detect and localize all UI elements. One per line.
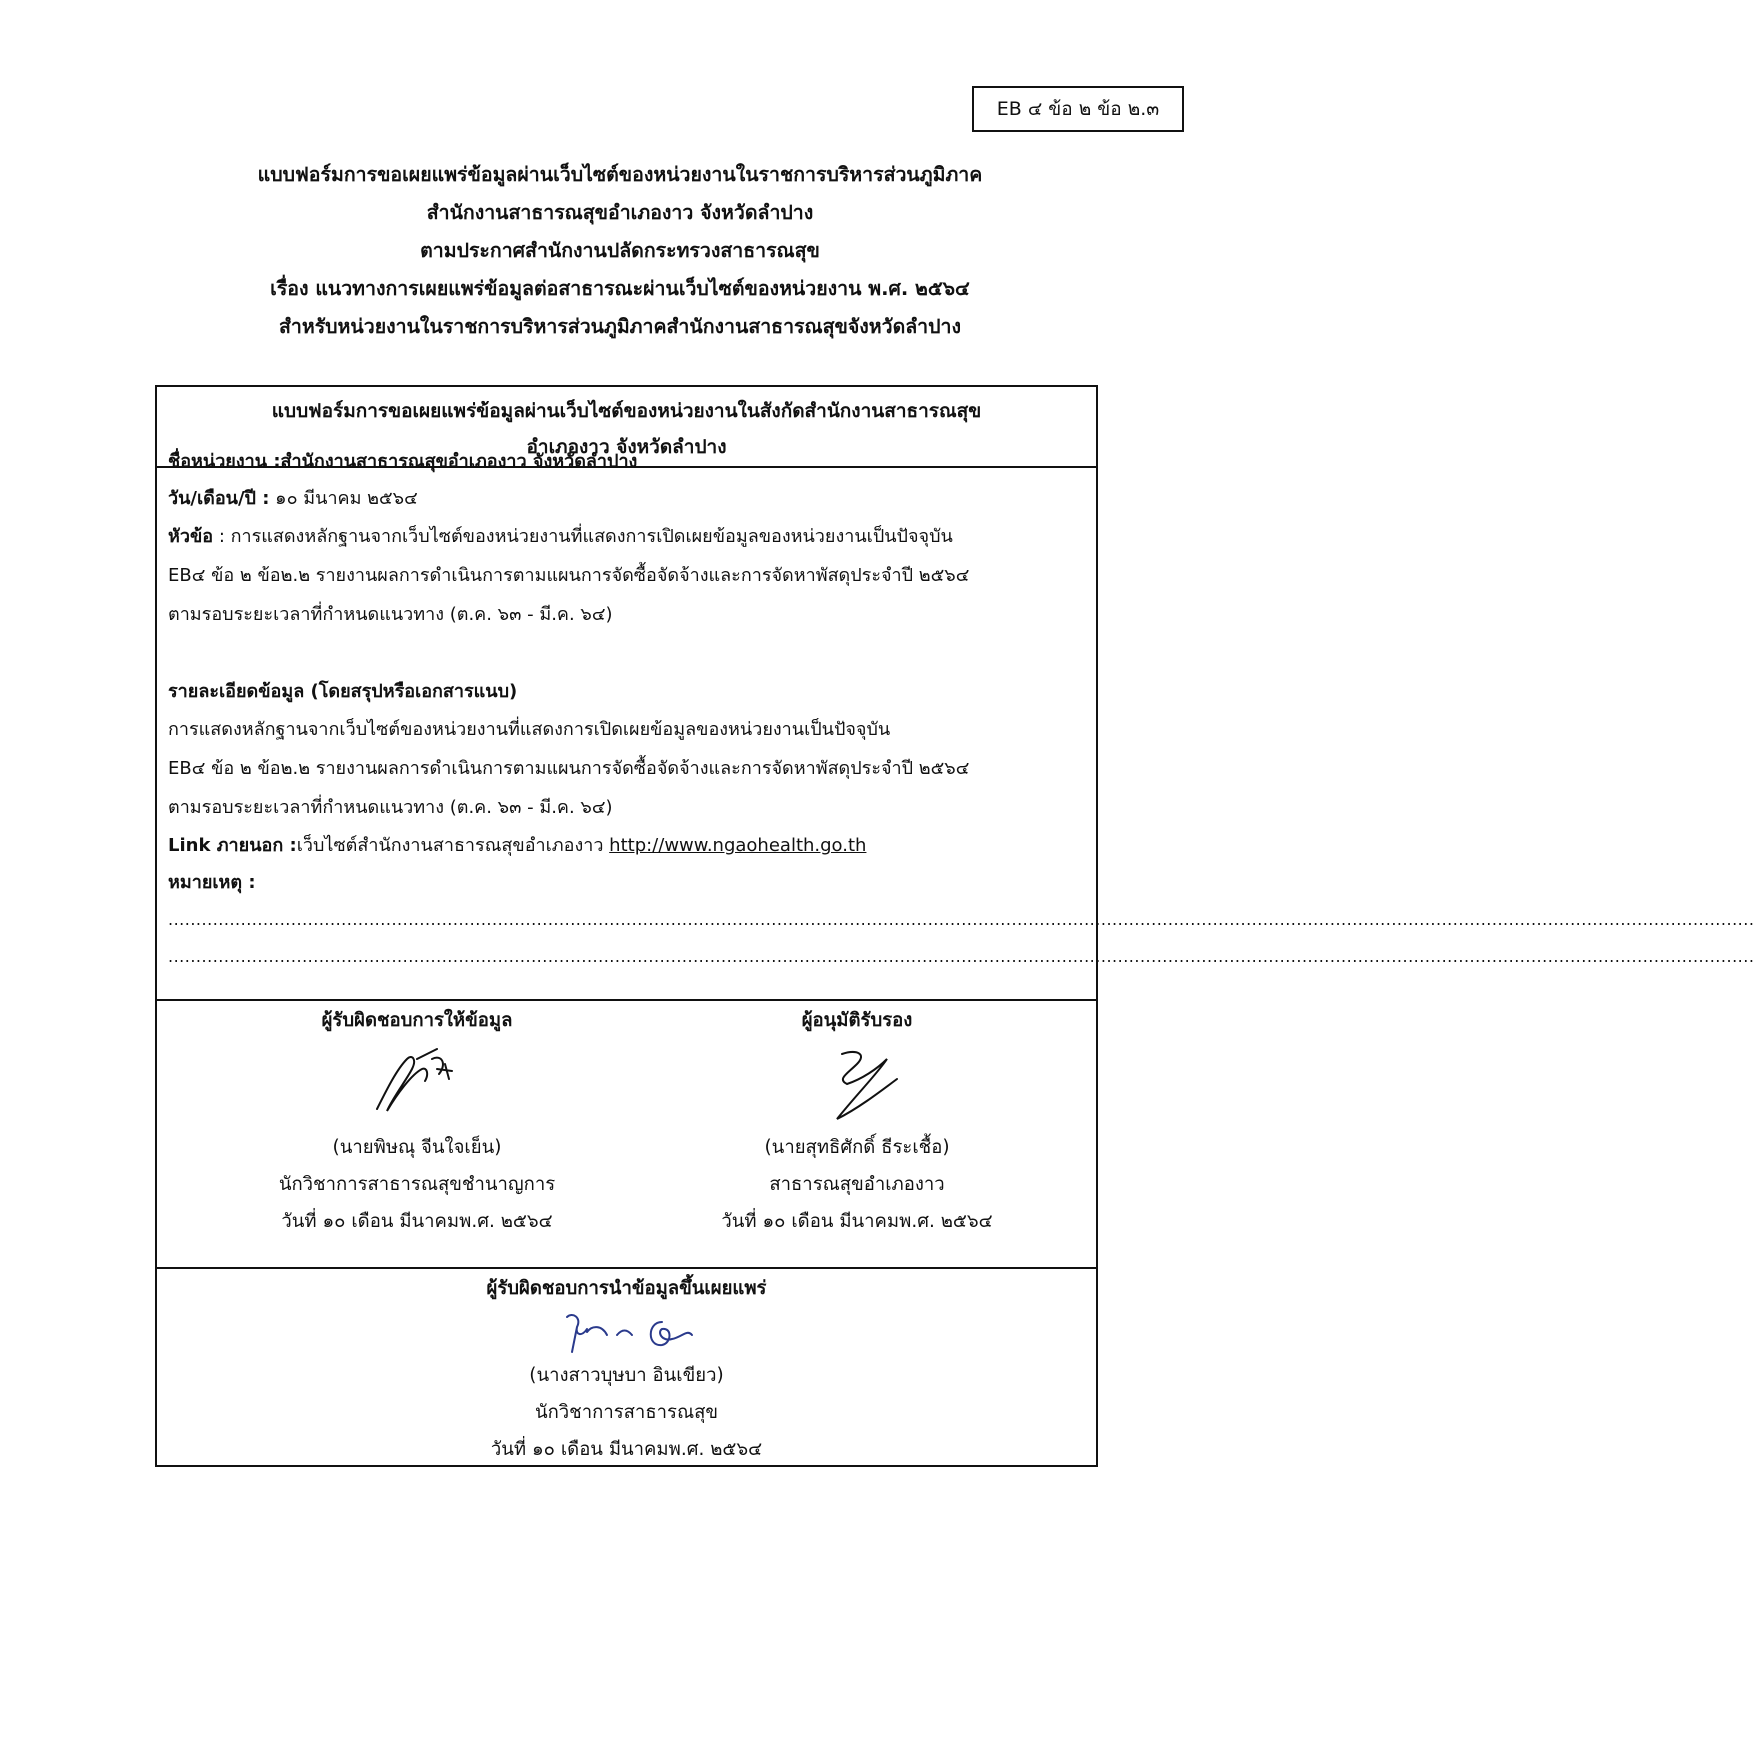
agency-value: สำนักงานสาธารณสุขอำเภองาว จังหวัดลำปาง — [280, 451, 638, 472]
divider — [157, 999, 1096, 1001]
note-dotted-line-1: ............................................................................................................................................................................................................................................................................................ — [168, 910, 1754, 929]
responsible-date: วันที่ ๑๐ เดือน มีนาคมพ.ศ. ๒๕๖๔ — [281, 1211, 553, 1232]
note-dotted-line-2: ............................................................................................................................................................................................................................................................................................ — [168, 947, 1754, 966]
date-value: ๑๐ มีนาคม ๒๕๖๔ — [269, 488, 418, 509]
topic-line-2: EB๔ ข้อ ๒ ข้อ๒.๒ รายงานผลการดำเนินการตามแผนการจัดซื้อจัดจ้างและการจัดหาพัสดุประจำปี ๒๕๖๔ — [168, 565, 970, 586]
blank-row — [168, 634, 1088, 673]
topic-line-1: : การแสดงหลักฐานจากเว็บไซต์ของหน่วยงานที่แสดงการเปิดเผยข้อมูลของหน่วยงานเป็นปัจจุบัน — [213, 526, 953, 547]
header-line-3: ตามประกาศสำนักงานปลัดกระทรวงสาธารณสุข — [420, 239, 820, 262]
responsible-position: นักวิชาการสาธารณสุขชำนาญการ — [278, 1174, 556, 1195]
signature-image — [547, 1307, 707, 1357]
link-label: Link ภายนอก : — [168, 835, 297, 856]
link-description: เว็บไซต์สำนักงานสาธารณสุขอำเภองาว — [296, 835, 610, 856]
approver-date: วันที่ ๑๐ เดือน มีนาคมพ.ศ. ๒๕๖๔ — [721, 1211, 993, 1232]
approver-title: ผู้อนุมัติรับรอง — [801, 1010, 913, 1031]
form-title-line-2: อำเภองาว จังหวัดลำปาง — [526, 436, 727, 458]
signature-image — [357, 1039, 477, 1129]
publisher-position: นักวิชาการสาธารณสุข — [534, 1402, 719, 1423]
detail-line-3: ตามรอบระยะเวลาที่กำหนดแนวทาง (ต.ค. ๖๓ - มี.ค. ๖๔) — [168, 797, 613, 818]
detail-line-2: EB๔ ข้อ ๒ ข้อ๒.๒ รายงานผลการดำเนินการตามแผนการจัดซื้อจัดจ้างและการจัดหาพัสดุประจำปี ๒๕๖๔ — [168, 758, 970, 779]
publisher-signature-block — [157, 1271, 1096, 1468]
approver-signature-block — [677, 1003, 1037, 1240]
agency-label: ชื่อหน่วยงาน : — [168, 451, 281, 472]
signature-image — [797, 1039, 917, 1129]
responsible-name: (นายพิษณุ จีนใจเย็น) — [332, 1137, 502, 1158]
agency-row — [168, 443, 1088, 480]
reference-code-box: EB ๔ ข้อ ๒ ข้อ ๒.๓ — [972, 86, 1184, 132]
approver-position: สาธารณสุขอำเภองาว — [769, 1174, 945, 1195]
header-line-5: สำหรับหน่วยงานในราชการบริหารส่วนภูมิภาคสำนักงานสาธารณสุขจังหวัดลำปาง — [279, 315, 961, 338]
website-link[interactable]: http://www.ngaohealth.go.th — [609, 835, 867, 856]
header-line-2: สำนักงานสาธารณสุขอำเภองาว จังหวัดลำปาง — [426, 201, 814, 224]
topic-row — [168, 517, 1088, 556]
request-form — [155, 385, 1754, 1467]
publisher-name: (นางสาวบุษบา อินเขียว) — [529, 1365, 724, 1386]
document-header — [0, 156, 1240, 346]
publisher-title: ผู้รับผิดชอบการนำข้อมูลขึ้นเผยแพร่ — [486, 1278, 767, 1299]
header-line-1: แบบฟอร์มการขอเผยแพร่ข้อมูลผ่านเว็บไซต์ของหน่วยงานในราชการบริหารส่วนภูมิภาค — [257, 163, 983, 186]
detail-label: รายละเอียดข้อมูล (โดยสรุปหรือเอกสารแนบ) — [168, 681, 518, 702]
form-title-line-1: แบบฟอร์มการขอเผยแพร่ข้อมูลผ่านเว็บไซต์ของหน่วยงานในสังกัดสำนักงานสาธารณสุข — [271, 400, 982, 422]
date-label: วัน/เดือน/ปี : — [168, 488, 270, 509]
responsible-signature-block — [237, 1003, 597, 1240]
topic-label: หัวข้อ — [168, 526, 214, 547]
form-body — [168, 443, 1754, 975]
header-line-4: เรื่อง แนวทางการเผยแพร่ข้อมูลต่อสาธารณะผ่านเว็บไซต์ของหน่วยงาน พ.ศ. ๒๕๖๔ — [270, 277, 970, 300]
topic-line-3: ตามรอบระยะเวลาที่กำหนดแนวทาง (ต.ค. ๖๓ - มี.ค. ๖๔) — [168, 604, 613, 625]
divider — [157, 1267, 1096, 1269]
note-label: หมายเหตุ : — [168, 872, 256, 893]
publisher-date: วันที่ ๑๐ เดือน มีนาคมพ.ศ. ๒๕๖๔ — [490, 1439, 763, 1460]
approver-name: (นายสุทธิศักดิ์ ธีระเชื้อ) — [764, 1137, 950, 1158]
responsible-title: ผู้รับผิดชอบการให้ข้อมูล — [321, 1010, 513, 1031]
detail-line-1: การแสดงหลักฐานจากเว็บไซต์ของหน่วยงานที่แสดงการเปิดเผยข้อมูลของหน่วยงานเป็นปัจจุบัน — [168, 719, 891, 740]
link-row — [168, 827, 1088, 864]
date-row — [168, 480, 1088, 517]
